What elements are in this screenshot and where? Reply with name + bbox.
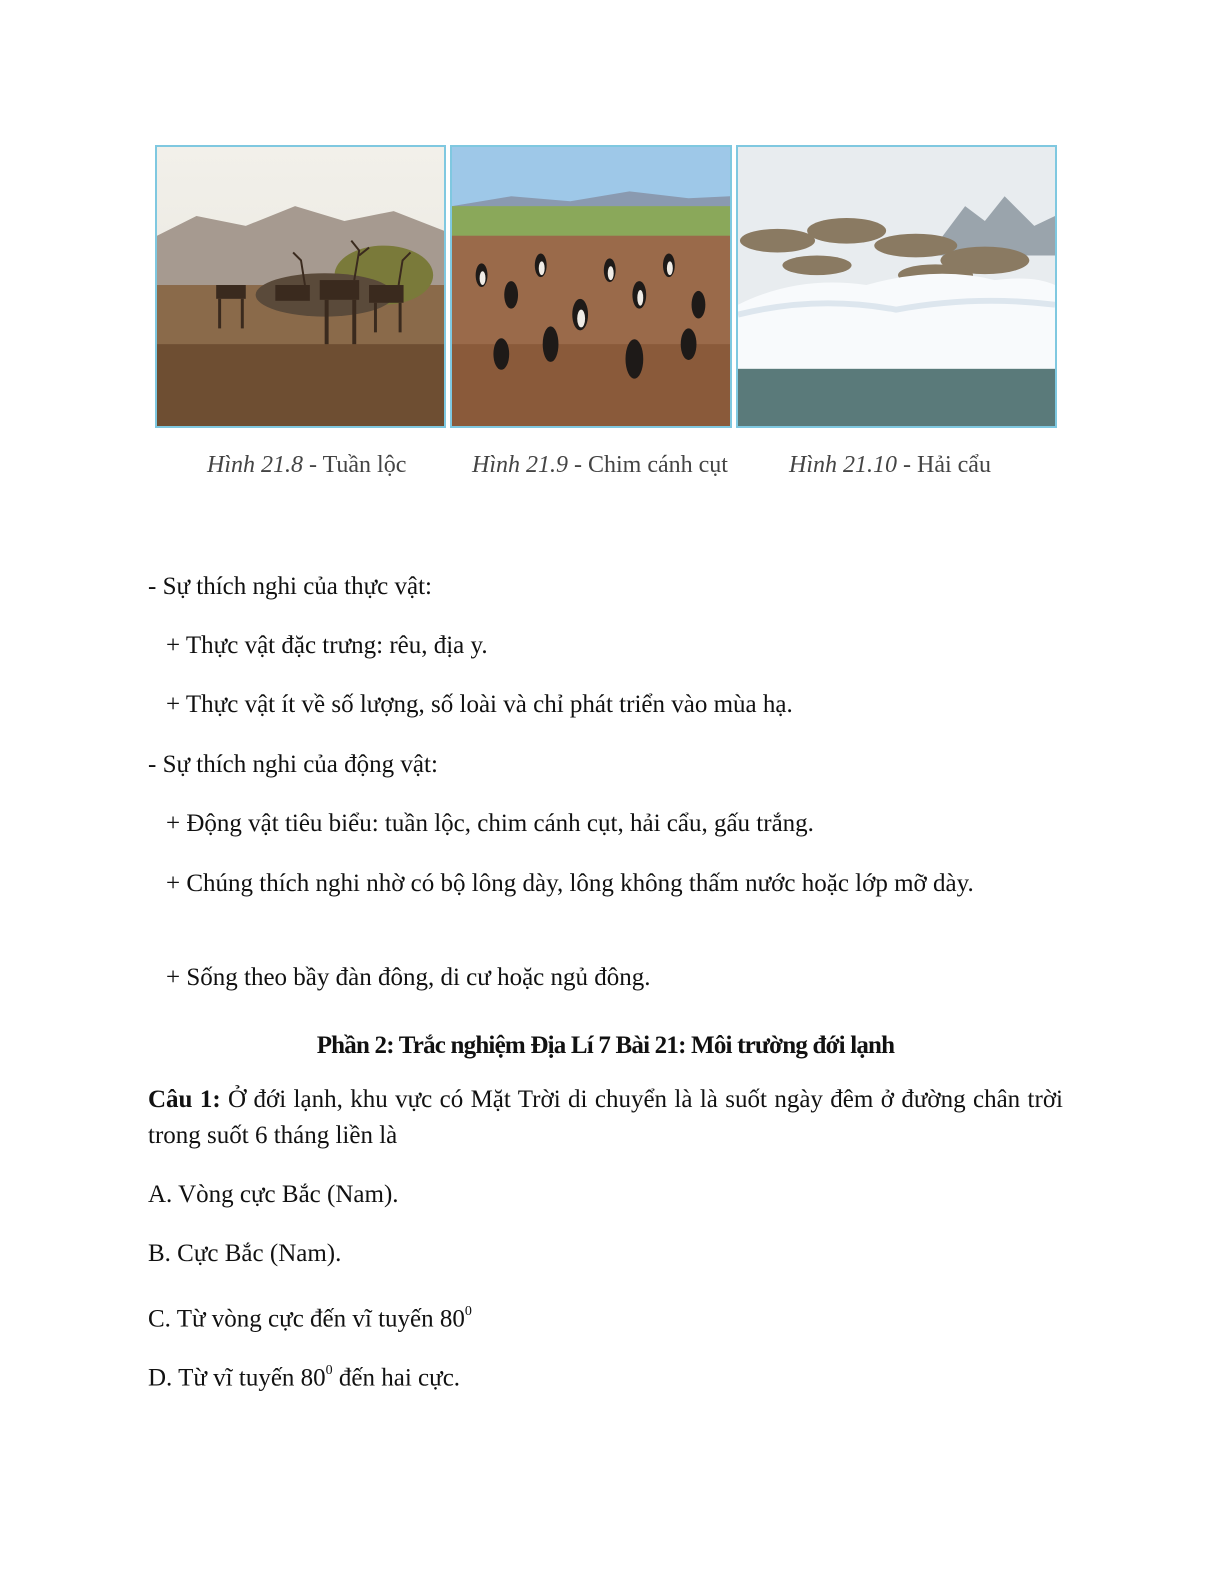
figure-number: Hình 21.10 xyxy=(789,452,897,478)
question-text: Ở đới lạnh, khu vực có Mặt Trời di chuyển là là suốt ngày đêm ở đường chân trời trong suốt 6 tháng liền là xyxy=(148,1086,1063,1149)
reindeer-photo xyxy=(155,145,446,428)
plant-item: + Thực vật ít về số lượng, số loài và chỉ phát triển vào mùa hạ. xyxy=(166,691,793,718)
animal-item: + Chúng thích nghi nhờ có bộ lông dày, lông không thấm nước hoặc lớp mỡ dày. xyxy=(166,870,974,897)
plant-item: + Thực vật đặc trưng: rêu, địa y. xyxy=(166,632,488,659)
degree-superscript: 0 xyxy=(464,1304,472,1319)
figure-strip xyxy=(155,145,1057,430)
option-c xyxy=(148,1296,1063,1337)
question-label: Câu 1: xyxy=(148,1086,221,1113)
option-d-text: D. Từ vĩ tuyến 80 xyxy=(148,1364,326,1392)
figure-label: Hải cẩu xyxy=(917,452,991,478)
option-d-tail: đến hai cực. xyxy=(332,1364,461,1392)
seal-photo xyxy=(736,145,1057,428)
question-1 xyxy=(148,1082,1063,1154)
animal-section-title: - Sự thích nghi của động vật: xyxy=(148,751,438,778)
figure-label: Tuần lộc xyxy=(322,452,407,478)
quiz-heading: Phần 2: Trắc nghiệm Địa Lí 7 Bài 21: Môi trường đới lạnh xyxy=(316,1032,895,1059)
figure-caption: Hình 21.9 - Chim cánh cụt xyxy=(472,452,728,478)
animal-item: + Sống theo bầy đàn đông, di cư hoặc ngủ đông. xyxy=(166,964,651,991)
figure-label: Chim cánh cụt xyxy=(588,452,728,478)
option-b: B. Cực Bắc (Nam). xyxy=(148,1240,342,1267)
figure-caption: Hình 21.10 - Hải cẩu xyxy=(789,452,991,478)
figure-caption: Hình 21.8 - Tuần lộc xyxy=(207,452,407,478)
figure-number: Hình 21.9 xyxy=(472,452,568,478)
penguin-photo xyxy=(450,145,732,428)
option-d xyxy=(148,1355,1063,1396)
option-c-text: C. Từ vòng cực đến vĩ tuyến 80 xyxy=(148,1305,465,1333)
figure-number: Hình 21.8 xyxy=(207,452,303,478)
animal-item: + Động vật tiêu biểu: tuần lộc, chim cánh cụt, hải cẩu, gấu trắng. xyxy=(166,810,814,837)
degree-superscript: 0 xyxy=(325,1363,333,1378)
plant-section-title: - Sự thích nghi của thực vật: xyxy=(148,573,432,600)
option-a: A. Vòng cực Bắc (Nam). xyxy=(148,1181,399,1208)
